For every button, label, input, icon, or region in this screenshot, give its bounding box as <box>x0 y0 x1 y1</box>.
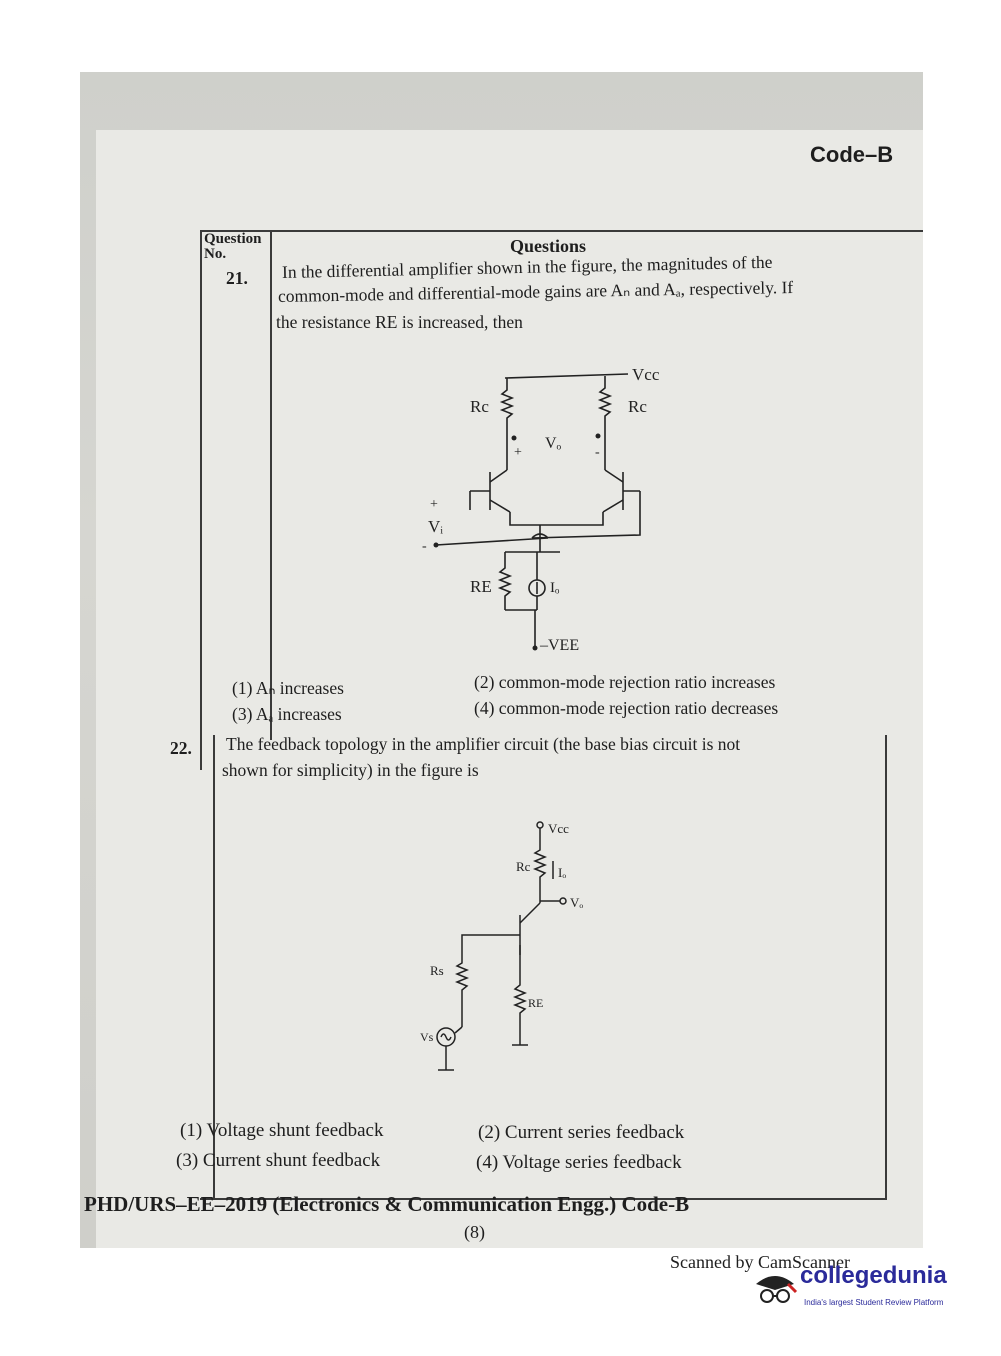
q21-fig-rc-right-label: Rc <box>628 397 647 416</box>
q22-text-line1: The feedback topology in the amplifier circuit (the base bias circuit is not <box>226 734 741 754</box>
q21-re-resistor <box>500 552 510 610</box>
q22-vo-node <box>560 898 566 904</box>
q21-fig-re-label: RE <box>470 577 492 596</box>
q21-text-line3: the resistance RE is increased, then <box>276 312 523 332</box>
qno-column-divider <box>270 230 272 740</box>
q21-number: 21. <box>226 268 248 288</box>
q21-vcc-rail <box>505 374 628 378</box>
table-left-border <box>200 230 202 770</box>
q22-rs-resistor <box>457 955 467 1027</box>
q22-fig-vo-label: Vₒ <box>570 895 584 910</box>
q21-fig-vi-label: Vᵢ <box>428 517 444 536</box>
page-number: (8) <box>464 1222 485 1242</box>
q22-option-2: (2) Current series feedback <box>478 1122 685 1143</box>
q22-vs-sine <box>441 1034 451 1040</box>
q21-text-line2: common-mode and differential-mode gains are Aₙ and Aₐ, respectively. If <box>277 277 794 306</box>
q21-fig-vi-minus: - <box>422 539 427 554</box>
q21-q1-collector <box>490 470 507 482</box>
footer-paper-code: PHD/URS–EE–2019 (Electronics & Communication Engg.) Code-B <box>84 1192 690 1216</box>
q21-vo-minus-node <box>596 434 601 439</box>
q22-fig-rc-label: Rc <box>516 859 531 874</box>
q21-q2-emitter <box>603 500 623 512</box>
questions-header: Questions <box>510 236 587 256</box>
q21-vo-plus-node <box>512 436 517 441</box>
q22-option-3: (3) Current shunt feedback <box>176 1150 381 1171</box>
q21-fig-vo-minus: - <box>595 445 600 460</box>
q21-option-3: (3) Aₐ increases <box>232 704 342 724</box>
q22-collector <box>520 903 540 923</box>
q21-vi-ground-wire <box>436 538 548 545</box>
q21-fig-rc-left-label: Rc <box>470 397 489 416</box>
q22-amplifier-figure <box>400 815 600 1085</box>
q22-vcc-node <box>537 822 543 828</box>
table-top-border <box>200 230 923 232</box>
q21-option-4: (4) common-mode rejection ratio decreases <box>474 698 779 718</box>
qno-header: Question No. <box>204 231 262 262</box>
q22-fig-rs-label: Rs <box>430 963 444 978</box>
q22-rc-resistor <box>535 828 545 903</box>
q21-fig-vo-label: Vₒ <box>545 435 562 452</box>
q22-fig-vs-label: Vs <box>420 1030 434 1044</box>
brand-name: collegedunia <box>800 1262 947 1289</box>
q21-differential-amplifier-figure <box>410 360 670 660</box>
q21-q1-emitter <box>490 500 510 512</box>
q22-fig-io-label: Iₒ <box>558 865 567 880</box>
q21-fig-vcc-label: Vcc <box>632 365 660 384</box>
q22-base-wire <box>462 935 520 955</box>
brand-tagline: India's largest Student Review Platform <box>804 1298 944 1307</box>
code-label: Code–B <box>810 142 894 167</box>
table-right-border <box>885 735 887 1200</box>
q21-vi-minus-node <box>434 543 439 548</box>
q22-fig-vcc-label: Vcc <box>548 821 569 836</box>
q21-text-line1: In the differential amplifier shown in the figure, the magnitudes of the <box>281 251 773 282</box>
q21-option-1: (1) Aₙ increases <box>232 678 344 698</box>
q22-text-line2: shown for simplicity) in the figure is <box>222 760 479 780</box>
scanned-by-label: Scanned by CamScanner <box>670 1252 850 1272</box>
q22-number: 22. <box>170 738 192 758</box>
q21-fig-io-label: Iₒ <box>550 580 560 596</box>
q21-q2-collector <box>605 470 623 482</box>
q22-re-resistor <box>515 975 525 1045</box>
q21-option-2: (2) common-mode rejection ratio increases <box>474 672 776 692</box>
q22-fig-re-label: RE <box>528 996 544 1010</box>
q22-option-4: (4) Voltage series feedback <box>476 1152 682 1173</box>
brand-logo-icon <box>752 1270 798 1308</box>
q21-fig-vo-plus: + <box>514 445 522 460</box>
q21-rc-left-resistor <box>502 378 512 470</box>
q21-emitter-tail <box>510 512 603 525</box>
q21-vee-node <box>533 646 538 651</box>
q22-source-top-wire <box>455 1027 462 1033</box>
q21-fig-vi-plus: + <box>430 497 438 512</box>
q21-fig-vee-label: –VEE <box>540 637 580 654</box>
q21-rc-right-resistor <box>600 376 610 470</box>
q22-option-1: (1) Voltage shunt feedback <box>180 1120 384 1141</box>
